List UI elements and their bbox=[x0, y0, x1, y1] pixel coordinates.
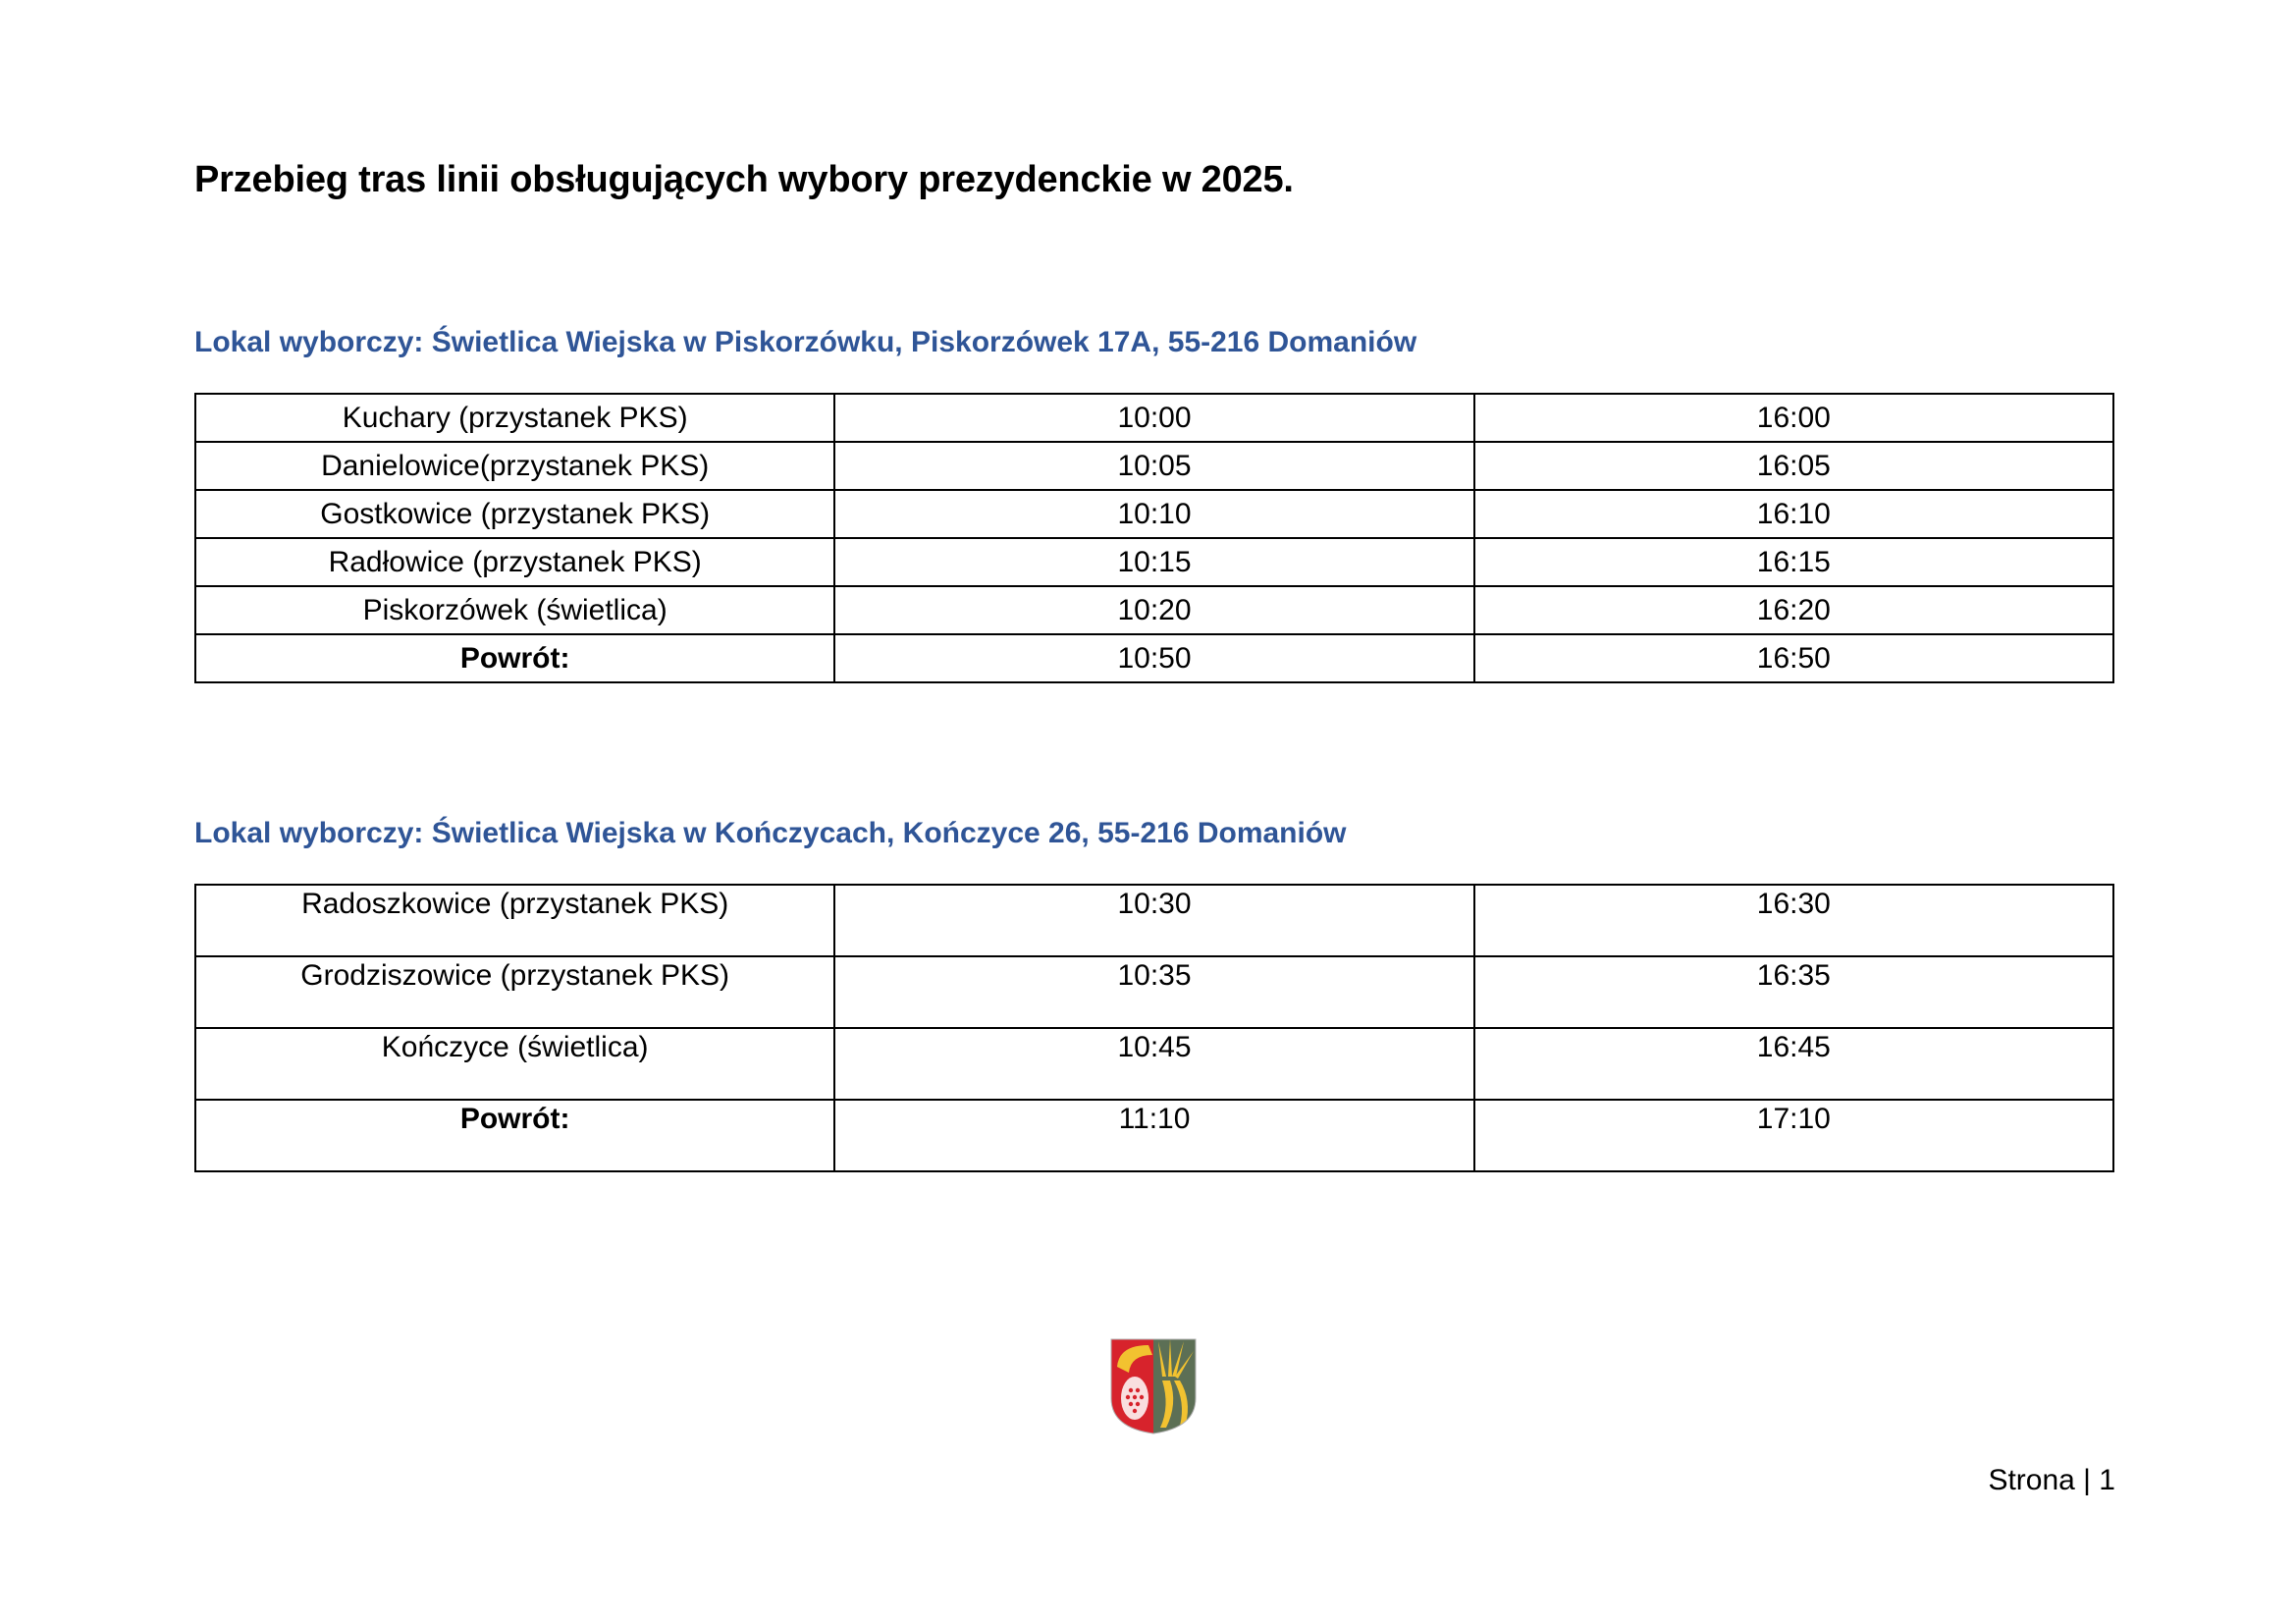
time-morning-cell: 10:05 bbox=[834, 442, 1473, 490]
time-morning-cell: 10:10 bbox=[834, 490, 1473, 538]
table-row-return bbox=[195, 1100, 2113, 1171]
table-row bbox=[195, 442, 2113, 490]
table-row bbox=[195, 885, 2113, 956]
time-afternoon-cell: 16:50 bbox=[1474, 634, 2113, 682]
stop-cell: Gostkowice (przystanek PKS) bbox=[195, 490, 834, 538]
time-morning-cell: 10:50 bbox=[834, 634, 1473, 682]
time-afternoon-cell: 16:35 bbox=[1474, 956, 2113, 1028]
stop-cell: Grodziszowice (przystanek PKS) bbox=[195, 956, 834, 1028]
table-row bbox=[195, 490, 2113, 538]
stop-cell: Radoszkowice (przystanek PKS) bbox=[195, 885, 834, 956]
stop-cell: Piskorzówek (świetlica) bbox=[195, 586, 834, 634]
stop-cell: Kuchary (przystanek PKS) bbox=[195, 394, 834, 442]
section-heading-konczyce: Lokal wyborczy: Świetlica Wiejska w Kończycach, Kończyce 26, 55-216 Domaniów bbox=[194, 817, 1347, 849]
table-row bbox=[195, 1028, 2113, 1100]
stop-cell: Kończyce (świetlica) bbox=[195, 1028, 834, 1100]
schedule-table-piskorzowek bbox=[194, 393, 2114, 683]
return-label-cell: Powrót: bbox=[195, 634, 834, 682]
time-afternoon-cell: 16:15 bbox=[1474, 538, 2113, 586]
time-afternoon-cell: 17:10 bbox=[1474, 1100, 2113, 1171]
table-row-return bbox=[195, 634, 2113, 682]
time-afternoon-cell: 16:20 bbox=[1474, 586, 2113, 634]
table-row bbox=[195, 394, 2113, 442]
time-afternoon-cell: 16:30 bbox=[1474, 885, 2113, 956]
schedule-table-konczyce bbox=[194, 884, 2114, 1172]
table-row bbox=[195, 956, 2113, 1028]
time-afternoon-cell: 16:10 bbox=[1474, 490, 2113, 538]
time-afternoon-cell: 16:00 bbox=[1474, 394, 2113, 442]
return-label-cell: Powrót: bbox=[195, 1100, 834, 1171]
time-afternoon-cell: 16:45 bbox=[1474, 1028, 2113, 1100]
table-row bbox=[195, 586, 2113, 634]
time-morning-cell: 11:10 bbox=[834, 1100, 1473, 1171]
table-row bbox=[195, 538, 2113, 586]
time-morning-cell: 10:00 bbox=[834, 394, 1473, 442]
time-morning-cell: 10:35 bbox=[834, 956, 1473, 1028]
time-morning-cell: 10:15 bbox=[834, 538, 1473, 586]
time-afternoon-cell: 16:05 bbox=[1474, 442, 2113, 490]
time-morning-cell: 10:20 bbox=[834, 586, 1473, 634]
page-title: Przebieg tras linii obsługujących wybory prezydenckie w 2025. bbox=[194, 159, 1294, 200]
time-morning-cell: 10:30 bbox=[834, 885, 1473, 956]
time-morning-cell: 10:45 bbox=[834, 1028, 1473, 1100]
stop-cell: Radłowice (przystanek PKS) bbox=[195, 538, 834, 586]
section-heading-piskorzowek: Lokal wyborczy: Świetlica Wiejska w Piskorzówku, Piskorzówek 17A, 55-216 Domaniów bbox=[194, 326, 1417, 358]
page-number: Strona | 1 bbox=[1988, 1464, 2115, 1496]
stop-cell: Danielowice(przystanek PKS) bbox=[195, 442, 834, 490]
coat-of-arms-icon bbox=[1109, 1337, 1198, 1435]
